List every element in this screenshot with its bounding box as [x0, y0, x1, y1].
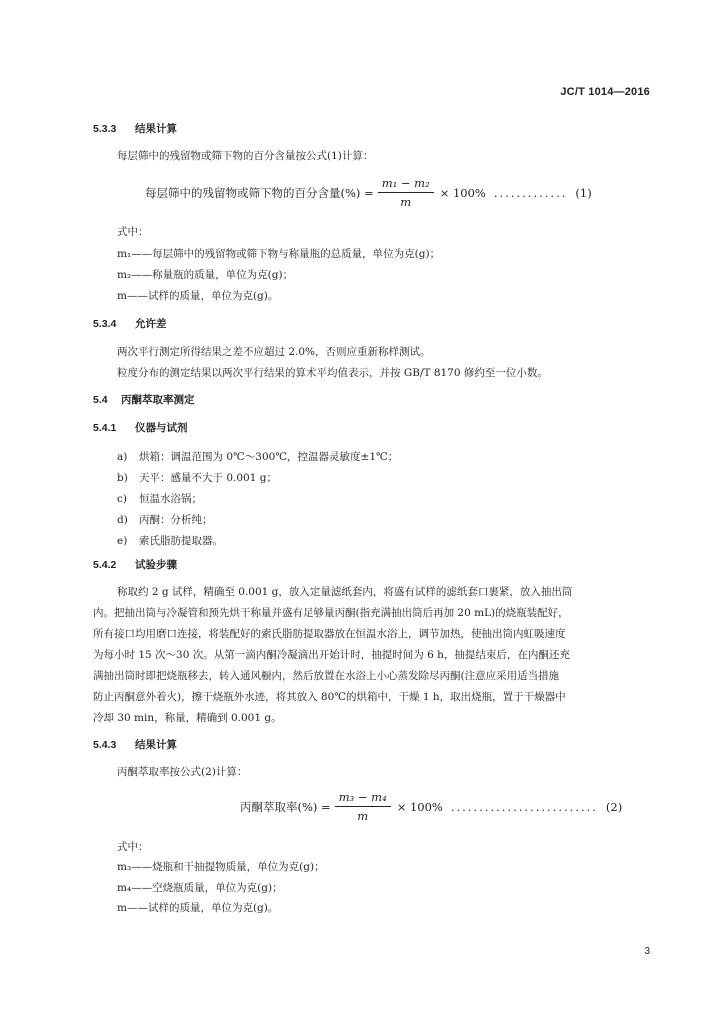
formula-denominator: m — [357, 809, 369, 823]
formula-lhs: 丙酮萃取率(%) = — [240, 799, 331, 814]
section-title: 仪器与试剂 — [135, 422, 188, 434]
section-number: 5.4.1 — [93, 422, 117, 434]
formula-2 — [240, 790, 622, 823]
section-number: 5.3.3 — [93, 123, 117, 135]
definition-line: m₂——称量瓶的质量，单位为克(g)； — [117, 269, 294, 281]
list-item-text: 索氏脂肪提取器。 — [139, 535, 223, 547]
list-item-text: 丙酮：分析纯； — [139, 514, 213, 526]
section-title: 结果计算 — [135, 739, 177, 751]
section-title: 结果计算 — [135, 123, 177, 135]
section-number: 5.3.4 — [93, 318, 117, 330]
formula-rhs: × 100% — [439, 185, 486, 200]
page-number: 3 — [644, 946, 650, 957]
section-heading-5-4-3 — [93, 737, 177, 752]
definition-line: m——试样的质量，单位为克(g)。 — [117, 902, 279, 914]
list-item — [117, 512, 213, 527]
list-item — [117, 449, 398, 464]
formula-intro: 每层筛中的残留物或筛下物的百分含量按公式(1)计算： — [117, 150, 374, 162]
section-title: 丙酮萃取率测定 — [121, 394, 195, 406]
paragraph-line: 为每小时 15 次～30 次。从第一滴内酮冷凝滴出开始计时，抽提时间为 6 h，抽提结束后，在内酮还充 — [93, 649, 570, 661]
list-item-label: d) — [117, 514, 128, 526]
standard-code: JC/T 1014—2016 — [560, 86, 650, 98]
list-item-label: c) — [117, 493, 127, 505]
formula-leader-dots: ............. — [493, 185, 568, 200]
section-title: 试验步骤 — [135, 559, 177, 571]
definition-line: m——试样的质量，单位为克(g)。 — [117, 290, 279, 302]
list-item — [117, 470, 277, 485]
list-item-text: 天平：感量不大于 0.001 g； — [139, 472, 277, 484]
section-heading-5-4 — [93, 392, 195, 407]
list-item-label: b) — [117, 472, 128, 484]
formula-leader-dots: .......................... — [450, 799, 598, 814]
equation-number: (2) — [605, 799, 623, 814]
definition-line: m₁——每层筛中的残留物或筛下物与称量瓶的总质量，单位为克(g)； — [117, 248, 441, 260]
formula-fraction — [335, 790, 391, 823]
list-item-text: 恒温水浴锅； — [139, 493, 202, 505]
definition-line: m₃——烧瓶和干抽提物质量，单位为克(g)； — [117, 861, 325, 873]
section-number: 5.4.2 — [93, 559, 117, 571]
paragraph-line: 内。把抽出筒与冷凝管和预先烘干称量并盛有足够量丙酮(指充满抽出筒后再加 20 mL)的烧瓶装配好， — [93, 607, 569, 619]
paragraph-line: 两次平行测定所得结果之差不应超过 2.0%，否则应重新称样测试。 — [117, 346, 431, 358]
formula-numerator: m₃ − m₄ — [335, 790, 391, 807]
list-item-label: e) — [117, 535, 128, 547]
equation-number: (1) — [575, 185, 592, 200]
paragraph-line: 防止丙酮意外着火)，擦干烧瓶外水迹，将其放入 80℃的烘箱中，干燥 1 h，取出烧瓶，置于干燥器中 — [93, 691, 566, 703]
paragraph-line: 所有接口均用磨口连接，将装配好的索氏脂肪提取器放在恒温水浴上，调节加热，使抽出筒内虹吸速度 — [93, 628, 566, 640]
section-title: 允许差 — [135, 318, 167, 330]
paragraph-line: 粒度分布的测定结果以两次平行结果的算术平均值表示，并按 GB/T 8170 修约至一位小数。 — [117, 367, 548, 379]
section-number: 5.4 — [93, 394, 108, 406]
section-number: 5.4.3 — [93, 739, 117, 751]
section-heading-5-3-3 — [93, 121, 177, 136]
section-heading-5-3-4 — [93, 316, 167, 331]
formula-fraction — [378, 176, 434, 209]
where-label: 式中： — [117, 841, 149, 853]
formula-numerator: m₁ − m₂ — [378, 176, 434, 193]
formula-rhs: × 100% — [396, 799, 443, 814]
list-item-label: a) — [117, 451, 128, 463]
formula-1 — [145, 176, 592, 209]
paragraph-line: 冷却 30 min，称量，精确到 0.001 g。 — [93, 712, 282, 724]
formula-intro: 丙酮萃取率按公式(2)计算： — [117, 766, 248, 778]
formula-lhs: 每层筛中的残留物或筛下物的百分含量(%) = — [145, 185, 374, 200]
definition-line: m₄——空烧瓶质量，单位为克(g)； — [117, 882, 283, 894]
formula-denominator: m — [400, 195, 412, 209]
paragraph-line: 满抽出筒时即把烧瓶移去，转入通风橱内，然后放置在水浴上小心蒸发除尽丙酮(注意应采用适当措施 — [93, 670, 560, 682]
paragraph-line: 称取约 2 g 试样，精确至 0.001 g，放入定量滤纸套内，将盛有试样的滤纸套口裹紧，放入抽出筒 — [117, 586, 573, 598]
where-label: 式中： — [117, 226, 149, 238]
section-heading-5-4-2 — [93, 557, 177, 572]
list-item — [117, 491, 202, 506]
section-heading-5-4-1 — [93, 420, 188, 435]
list-item-text: 烘箱：调温范围为 0℃～300℃，控温器灵敏度±1℃； — [139, 451, 399, 463]
list-item — [117, 533, 223, 548]
